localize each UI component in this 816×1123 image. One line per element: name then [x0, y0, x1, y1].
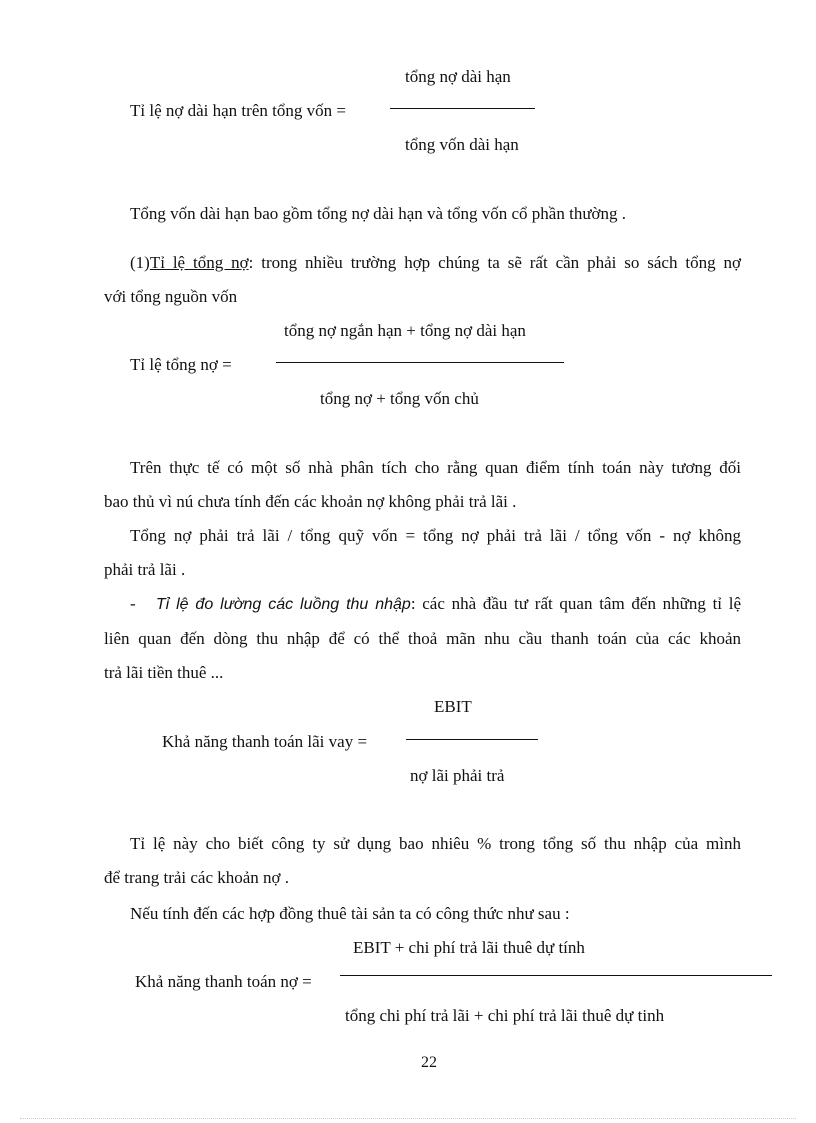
para6-line1: Tỉ lệ này cho biết công ty sử dụng bao nhiêu % trong tổng số thu nhập của mình [130, 834, 741, 853]
formula3-numerator: EBIT [434, 697, 472, 716]
paragraph-lease-contracts: Nếu tính đến các hợp đồng thuê tài sản ta có công thức như sau : [130, 904, 570, 923]
formula3-denominator: nợ lãi phải trả [410, 766, 505, 785]
formula2-lhs: Tỉ lệ tổng nợ = [130, 355, 232, 374]
para6-line2: để trang trải các khoản nợ . [104, 868, 290, 887]
bullet-dash: - [130, 594, 136, 613]
formula1-lhs: Tỉ lệ nợ dài hạn trên tổng vốn = [130, 101, 346, 120]
para3-line1: Trên thực tế có một số nhà phân tích cho rằng quan điểm tính toán này tương đối [130, 458, 741, 477]
paragraph-total-debt-ratio [104, 246, 741, 314]
para5-line1-rest: : các nhà đầu tư rất quan tâm đến những tỉ lệ [410, 594, 742, 613]
formula1-denominator: tổng vốn dài hạn [405, 135, 519, 154]
paragraph-interest-debt [104, 519, 741, 587]
formula4-numerator: EBIT + chi phí trả lãi thuê dự tính [353, 938, 585, 957]
para2-line1-rest: : trong nhiều trường hợp chúng ta sẽ rất cần phải so sách tổng nợ [248, 253, 741, 272]
formula3-fraction-bar [406, 739, 538, 740]
formula3-lhs: Khả năng thanh toán lãi vay = [162, 732, 368, 751]
formula2-fraction-bar [276, 362, 564, 363]
paragraph-long-term-capital: Tổng vốn dài hạn bao gồm tổng nợ dài hạn và tổng vốn cổ phần thường . [130, 204, 627, 223]
para3-line2: bao thủ vì nú chưa tính đến các khoản nợ không phải trả lãi . [104, 492, 517, 511]
page-number: 22 [421, 1054, 437, 1071]
paragraph-ratio-meaning [104, 827, 741, 895]
para5-line2: liên quan đến dòng thu nhập để có thể thoả mãn nhu cầu thanh toán của các khoản [104, 629, 741, 648]
paragraph-conservative-view [104, 451, 741, 519]
formula1-numerator: tổng nợ dài hạn [405, 67, 511, 86]
para5-line3: trả lãi tiền thuê ... [104, 663, 224, 682]
formula4-fraction-bar [340, 975, 772, 976]
formula4-lhs: Khả năng thanh toán nợ = [135, 972, 312, 991]
para4-line1: Tổng nợ phải trả lãi / tổng quỹ vốn = tổng nợ phải trả lãi / tổng vốn - nợ không [130, 526, 741, 545]
income-flow-ratio-term: Tỉ lệ đo lường các luồng thu nhập [155, 596, 411, 613]
formula2-numerator: tổng nợ ngắn hạn + tổng nợ dài hạn [284, 321, 526, 340]
formula4-denominator: tổng chi phí trả lãi + chi phí trả lãi thuê dự tinh [345, 1006, 665, 1025]
para2-line2: với tổng nguồn vốn [104, 287, 238, 306]
total-debt-ratio-term: Tỉ lệ tổng nợ [149, 253, 249, 272]
page-edge-divider [20, 1118, 796, 1119]
formula2-denominator: tổng nợ + tổng vốn chủ [320, 389, 479, 408]
formula1-fraction-bar [390, 108, 535, 109]
para2-prefix: (1) [130, 253, 150, 272]
para4-line2: phải trả lãi . [104, 560, 186, 579]
paragraph-income-flow-ratios [104, 587, 741, 690]
